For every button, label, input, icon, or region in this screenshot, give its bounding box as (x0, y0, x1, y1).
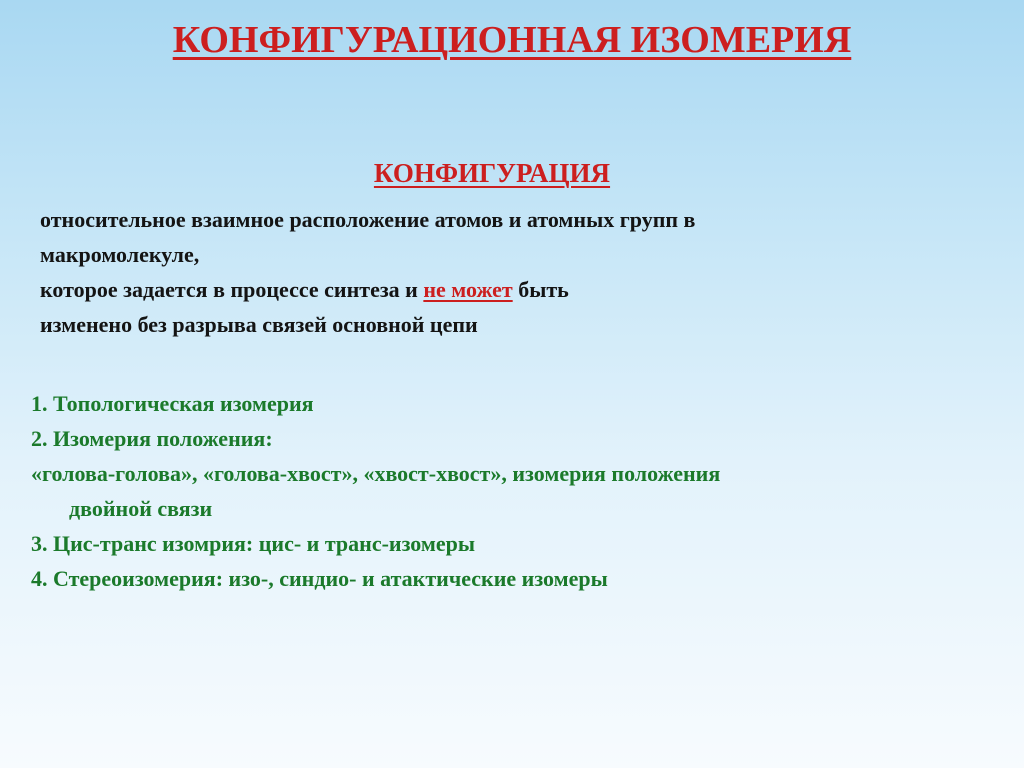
configuration-heading: КОНФИГУРАЦИЯ (373, 158, 611, 188)
list-item-cis-trans: 3. Цис-транс изомрия: цис- и транс-изомеры (31, 531, 476, 556)
slide-title: КОНФИГУРАЦИОННАЯ ИЗОМЕРИЯ (172, 19, 852, 61)
configuration-definition (40, 202, 980, 342)
definition-line-3-start: которое задается в процессе синтеза и (40, 277, 424, 302)
positional-examples-continued: двойной связи (69, 496, 213, 521)
definition-line-4: изменено без разрыва связей основной цепи (40, 312, 478, 337)
isomerism-types-list (31, 386, 991, 596)
definition-line-2: макромолекуле, (40, 242, 200, 267)
list-item-topological: 1. Топологическая изомерия (31, 391, 314, 416)
cannot-highlight: не может (423, 277, 513, 302)
definition-line-3-end: быть (512, 277, 569, 302)
positional-examples: «голова-голова», «голова-хвост», «хвост-хвост», изомерия положения (31, 461, 721, 486)
list-item-stereo: 4. Стереоизомерия: изо-, синдио- и атактические изомеры (31, 566, 608, 591)
definition-line-1: относительное взаимное расположение атомов и атомных групп в (40, 207, 696, 232)
list-item-positional: 2. Изомерия положения: (31, 426, 273, 451)
definition-line-3 (40, 272, 980, 307)
